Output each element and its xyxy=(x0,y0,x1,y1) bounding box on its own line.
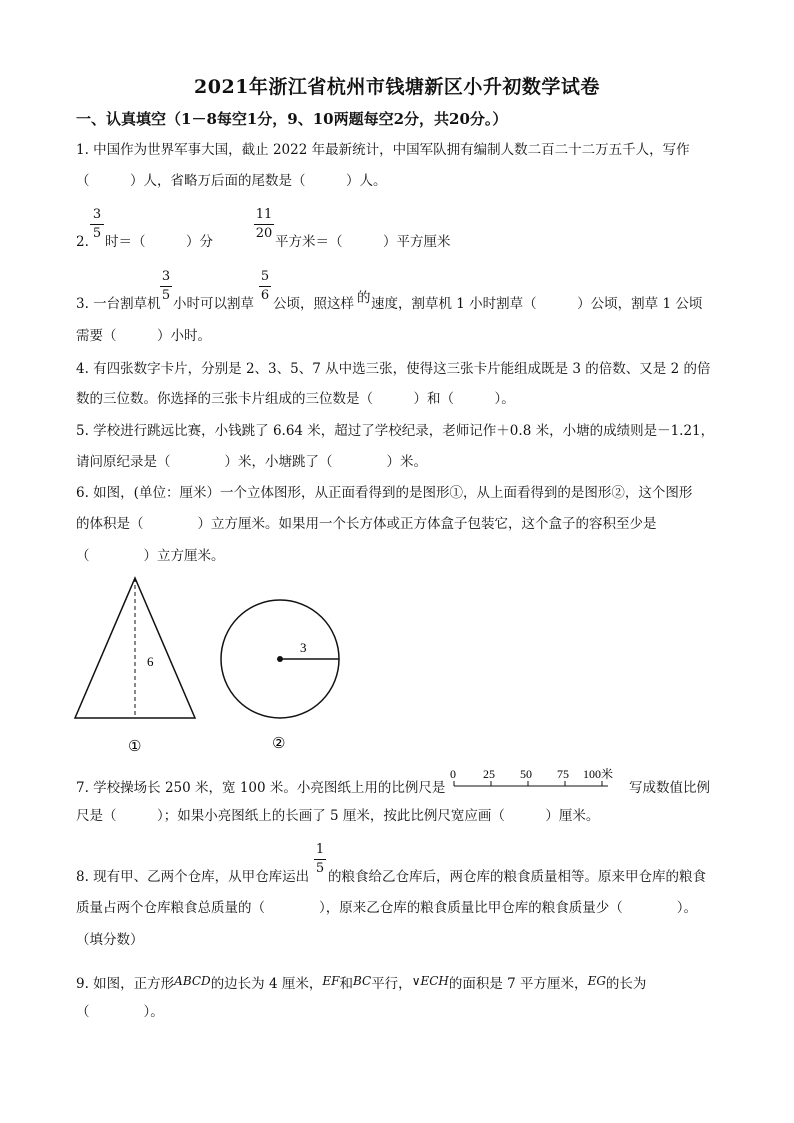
q9-text-a: 9. 如图，正方形 xyxy=(76,976,175,992)
q2-number: 2. xyxy=(76,234,89,250)
q5-line2: 请问原纪录是（ ）米，小塘跳了（ ）米。 xyxy=(76,454,427,470)
q3-f2-numerator: 5 xyxy=(260,269,270,284)
q1-line2: （ ）人，省略万后面的尾数是（ ）人。 xyxy=(76,173,387,189)
q3-fraction-2 xyxy=(259,270,271,303)
solid-views-figure xyxy=(60,570,360,760)
q3-text-c: 公顷，照这样 xyxy=(273,296,354,312)
q2-f1-denominator: 5 xyxy=(92,226,102,241)
q9-line2: （ ）。 xyxy=(76,1004,164,1020)
q8-fraction xyxy=(314,843,326,876)
q6-line2: 的体积是（ ）立方厘米。如果用一个长方体或正方体盒子包装它，这个盒子的容积至少是 xyxy=(76,516,657,532)
q9-text-f: 的长为 xyxy=(605,976,647,992)
q2-f2-numerator: 11 xyxy=(255,207,273,222)
scale-bar xyxy=(446,764,626,794)
q8-line3: （填分数） xyxy=(76,932,144,948)
triangle-height-label: 6 xyxy=(147,654,154,669)
q8-text-b: 的粮食给乙仓库后，两仓库的粮食质量相等。原来甲仓库的粮食 xyxy=(328,869,706,885)
q3-line2: 需要（ ）小时。 xyxy=(76,328,211,344)
q8-denominator: 5 xyxy=(315,861,325,876)
q4-line2: 数的三位数。你选择的三张卡片组成的三位数是（ ）和（ ）。 xyxy=(76,391,515,407)
q3-f1-numerator: 3 xyxy=(161,269,171,284)
q8-line2: 质量占两个仓库粮食总质量的（ ），原来乙仓库的粮食质量比甲仓库的粮食质量少（ ）。 xyxy=(76,900,697,916)
scale-tick-label: 0 xyxy=(450,767,456,781)
q3-text-a: 3. 一台割草机 xyxy=(76,296,161,312)
q7-line2: 尺是（ ）；如果小亮图纸上的长画了 5 厘米，按此比例尺宽应画（ ）厘米。 xyxy=(76,808,600,824)
section-heading: 一、认真填空（1－8每空1分，9、10两题每空2分，共20分。） xyxy=(76,110,508,128)
circle-radius-label: 3 xyxy=(300,640,307,655)
q8-text-a: 8. 现有甲、乙两个仓库，从甲仓库运出 xyxy=(76,869,310,885)
q9-bc-label: BC xyxy=(352,974,372,988)
q9-ef-label: EF xyxy=(322,974,340,988)
q9-line1 xyxy=(76,972,646,993)
scale-tick-label: 25 xyxy=(483,767,495,781)
page-title: 2021年浙江省杭州市钱塘新区小升初数学试卷 xyxy=(194,76,600,98)
q4-line1: 4. 有四张数字卡片，分别是 2、3、5、7 从中选三张，使得这三张卡片能组成既是 3 的倍数、又是 2 的倍 xyxy=(76,361,711,377)
q2-f1-numerator: 3 xyxy=(92,207,102,222)
figure-caption-2: ② xyxy=(272,736,286,752)
q6-line1: 6. 如图，(单位：厘米）一个立体图形，从正面看得到的是图形①，从上面看得到的是图形②，这个图形 xyxy=(76,485,693,501)
q2-fraction-1 xyxy=(90,208,104,241)
q3-f1-denominator: 5 xyxy=(161,288,171,303)
scale-tick-label: 50 xyxy=(520,767,532,781)
q3-fraction-1 xyxy=(160,270,172,303)
q7-text-b: 写成数值比例 xyxy=(629,780,710,796)
q9-eg-label: EG xyxy=(587,974,606,988)
scale-tick-label: 100米 xyxy=(583,767,614,781)
q9-text-b: 的边长为 4 厘米， xyxy=(210,976,323,992)
q2-text-1: 时＝（ ）分 xyxy=(105,234,213,250)
q2-fraction-2 xyxy=(254,208,274,241)
q9-text-c: 和 xyxy=(339,976,353,992)
q7-text-a: 7. 学校操场长 250 米，宽 100 米。小亮图纸上用的比例尺是 xyxy=(76,780,446,796)
q8-numerator: 1 xyxy=(315,842,325,857)
q3-text-e: 速度，割草机 1 小时割草（ ）公顷，割草 1 公顷 xyxy=(371,296,703,312)
q3-text-d: 的 xyxy=(357,290,371,306)
figure-caption-1: ① xyxy=(128,739,142,755)
q9-text-d: 平行， xyxy=(371,976,412,992)
q9-square-label: ABCD xyxy=(174,974,211,988)
scale-tick-label: 75 xyxy=(557,767,569,781)
q2-f2-denominator: 20 xyxy=(255,226,273,241)
q1-line1: 1. 中国作为世界军事大国，截止 2022 年最新统计，中国军队拥有编制人数二百二十二万五千人，写作 xyxy=(76,142,690,158)
q3-f2-denominator: 6 xyxy=(260,288,270,303)
q5-line1: 5. 学校进行跳远比赛，小钱跳了 6.64 米，超过了学校纪录，老师记作＋0.8 米，小塘的成绩则是－1.21， xyxy=(76,423,715,439)
q9-triangle-label: ∨ECH xyxy=(411,974,449,988)
q6-line3: （ ）立方厘米。 xyxy=(76,548,225,564)
q2-text-2: 平方米＝（ ）平方厘米 xyxy=(275,234,451,250)
q3-text-b: 小时可以割草 xyxy=(173,296,254,312)
q9-text-e: 的面积是 7 平方厘米， xyxy=(448,976,588,992)
